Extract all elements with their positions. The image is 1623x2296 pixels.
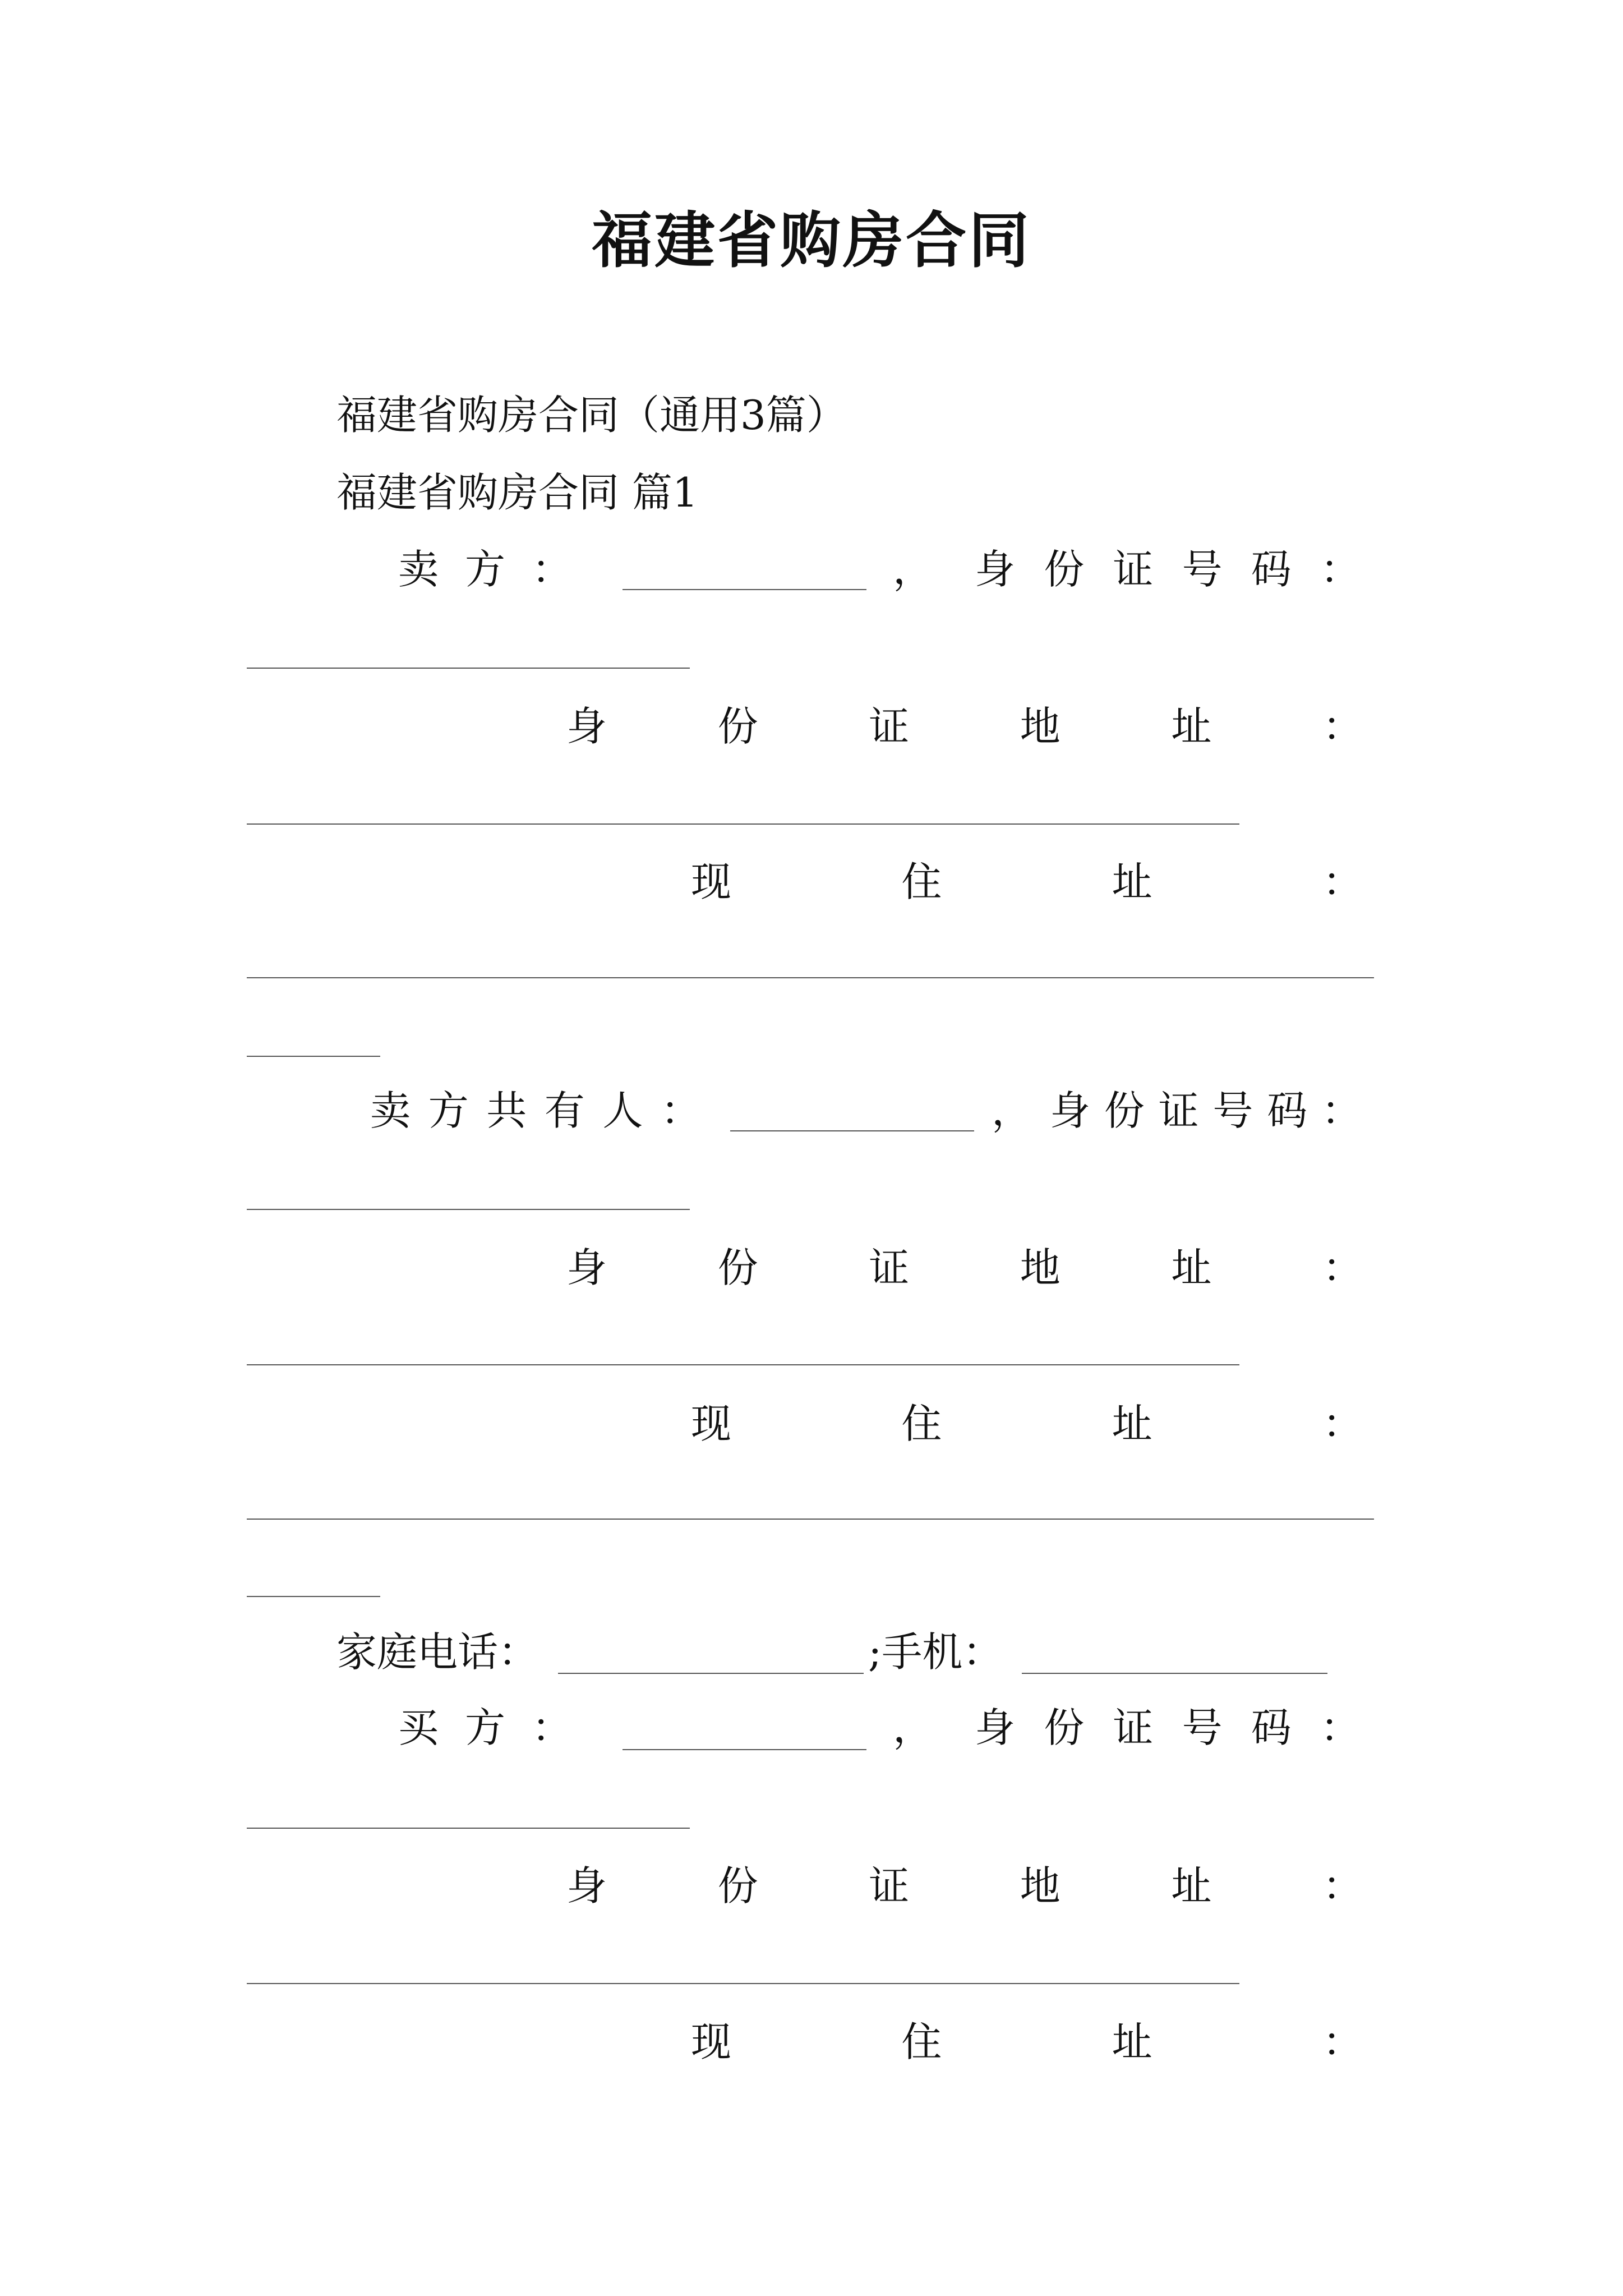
home-phone-label: 家庭电话： [336,1628,539,1676]
co-owner-comma: ， [992,1087,1032,1134]
buyer-id-address-blank[interactable] [247,1983,1239,1984]
seller-current-address-blank-cont[interactable] [247,1056,380,1057]
seller-comma: ， [893,546,934,593]
buyer-id-address-label: 身 份 证 地 址 ： [566,1862,1363,1910]
section-heading: 福建省购房合同 篇1 [336,469,698,516]
buyer-id-label: 身 份 证 号 码 ： [975,1704,1361,1751]
seller-current-address-blank[interactable] [247,977,1374,978]
buyer-comma: ， [893,1704,934,1751]
seller-label: 卖 方 ： [398,546,572,593]
co-owner-current-address-blank-cont[interactable] [247,1596,380,1597]
co-owner-id-address-label: 身 份 证 地 址 ： [566,1244,1363,1291]
co-owner-current-address-blank[interactable] [247,1519,1374,1520]
buyer-id-blank[interactable] [247,1828,690,1829]
buyer-current-address-label: 现 住 址 ： [691,2018,1363,2065]
seller-id-address-label: 身 份 证 地 址 ： [566,703,1363,750]
co-owner-id-address-blank[interactable] [247,1364,1239,1365]
mobile-label: ;手机： [868,1628,1003,1676]
seller-name-blank[interactable] [623,589,866,590]
seller-id-address-blank[interactable] [247,823,1239,825]
seller-id-blank[interactable] [247,668,690,669]
co-owner-id-blank[interactable] [247,1209,690,1210]
co-owner-name-blank[interactable] [730,1130,974,1131]
document-title: 福建省购房合同 [591,206,1031,276]
seller-current-address-label: 现 住 址 ： [691,858,1363,905]
home-phone-blank[interactable] [558,1673,864,1674]
subtitle: 福建省购房合同（通用3篇） [336,392,847,439]
co-owner-label: 卖 方 共 有 人 ： [370,1087,701,1134]
co-owner-id-label: 身 份 证 号 码 ： [1050,1087,1362,1134]
buyer-label: 买 方 ： [398,1704,572,1751]
seller-id-label: 身 份 证 号 码 ： [975,546,1361,593]
mobile-blank[interactable] [1022,1673,1327,1674]
buyer-name-blank[interactable] [623,1749,866,1750]
co-owner-current-address-label: 现 住 址 ： [691,1400,1363,1447]
